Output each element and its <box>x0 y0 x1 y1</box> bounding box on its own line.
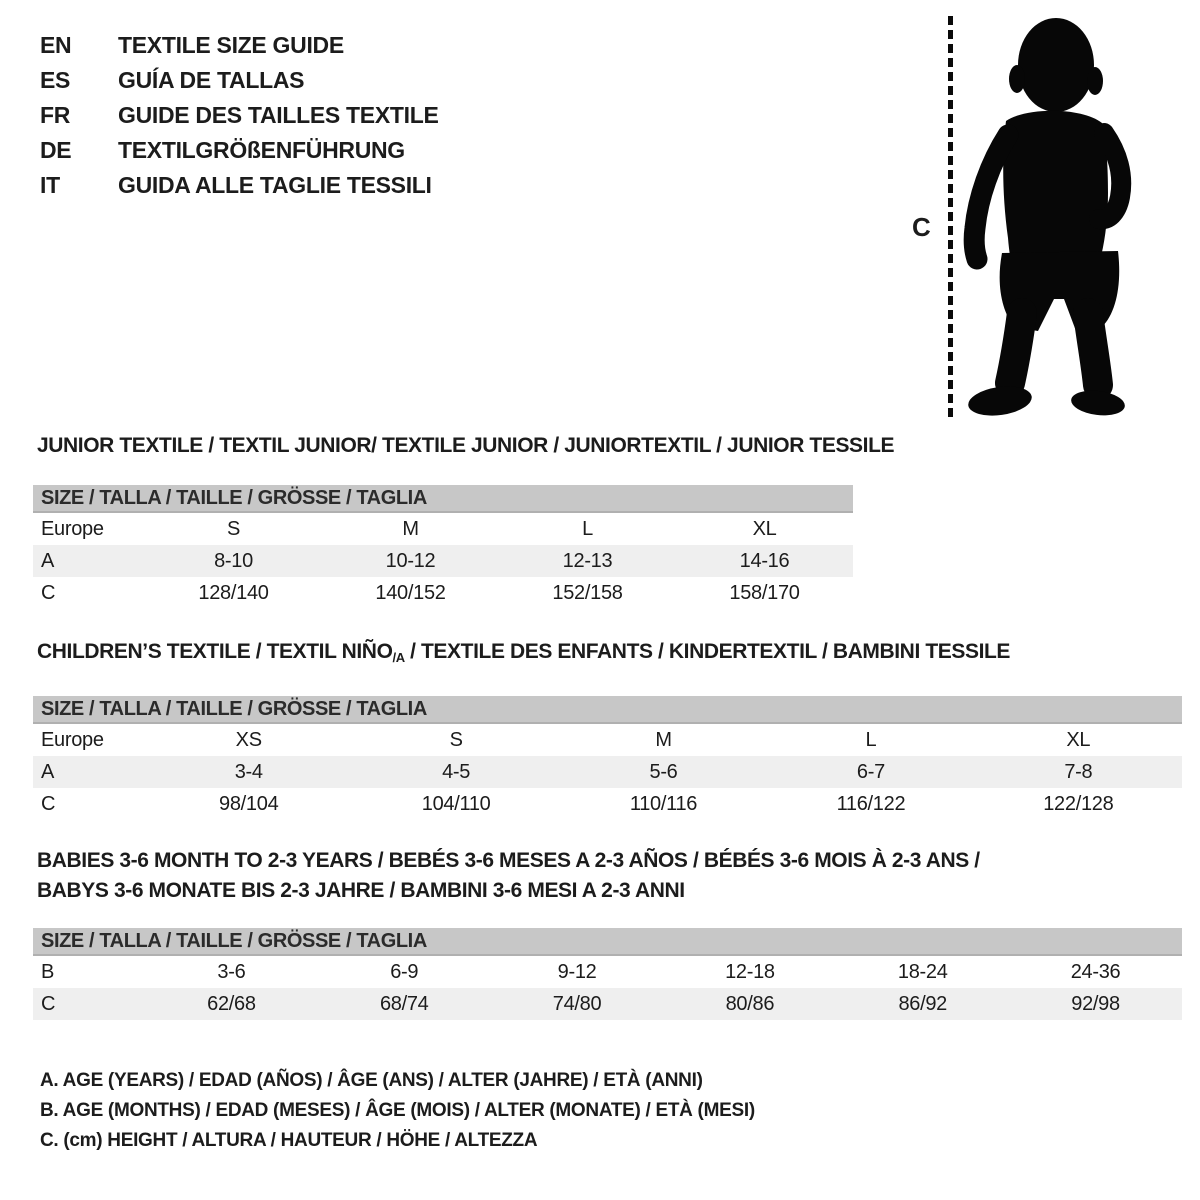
age-cell: 14-16 <box>739 550 790 572</box>
children-textile-section <box>33 640 1182 820</box>
age-cell: 6-9 <box>390 961 419 983</box>
age-cell: 12-13 <box>562 550 613 572</box>
language-code: ES <box>40 67 71 93</box>
babies-size-table <box>33 928 1182 1020</box>
height-cell: 92/98 <box>1071 993 1120 1015</box>
size-cell: M <box>402 518 419 540</box>
language-code: DE <box>40 137 72 163</box>
language-label: GUIDA ALLE TAGLIE TESSILI <box>118 172 432 198</box>
table-row-europe <box>33 513 853 545</box>
age-cell: 18-24 <box>897 961 948 983</box>
language-row-fr <box>40 98 439 133</box>
legend-line-b: B. AGE (MONTHS) / EDAD (MESES) / ÂGE (MOIS) / ALTER (MONATE) / ETÀ (MESI) <box>40 1100 755 1121</box>
language-label: TEXTILE SIZE GUIDE <box>118 32 344 58</box>
table-row-height <box>33 788 1182 820</box>
language-row-it <box>40 168 439 203</box>
row-label: C <box>41 993 56 1015</box>
size-cell: XL <box>752 518 777 540</box>
babies-section-heading <box>37 846 1182 906</box>
height-cell: 68/74 <box>379 993 429 1015</box>
age-cell: 12-18 <box>725 961 775 983</box>
height-cell: 128/140 <box>198 582 269 604</box>
legend-line-c: C. (cm) HEIGHT / ALTURA / HAUTEUR / HÖHE / ALTEZZA <box>40 1130 538 1151</box>
height-cell: 104/110 <box>421 793 491 815</box>
age-cell: 24-36 <box>1070 961 1121 983</box>
size-cell: M <box>655 729 672 751</box>
size-table-header: SIZE / TALLA / TAILLE / GRÖSSE / TAGLIA <box>33 485 853 513</box>
babies-textile-section <box>33 846 1182 1020</box>
language-label: GUÍA DE TALLAS <box>118 67 305 93</box>
junior-section-heading: JUNIOR TEXTILE / TEXTIL JUNIOR/ TEXTILE JUNIOR / JUNIORTEXTIL / JUNIOR TESSILE <box>37 434 895 457</box>
heading-subscript: /A <box>392 650 405 665</box>
language-code: EN <box>40 32 72 58</box>
row-label: C <box>41 793 56 815</box>
row-label: C <box>41 582 56 604</box>
age-cell: 5-6 <box>649 761 678 783</box>
row-label: A <box>41 761 55 783</box>
age-cell: 4-5 <box>442 761 471 783</box>
heading-text: / TEXTILE DES ENFANTS / KINDERTEXTIL / BAMBINI TESSILE <box>404 640 1011 663</box>
height-cell: 116/122 <box>836 793 906 815</box>
height-cell: 62/68 <box>207 993 256 1015</box>
junior-textile-section <box>33 434 895 609</box>
row-label: Europe <box>41 729 104 751</box>
size-cell: XL <box>1066 729 1091 751</box>
height-cell: 140/152 <box>375 582 446 604</box>
size-cell: XS <box>235 729 262 751</box>
size-cell: L <box>582 518 593 540</box>
age-cell: 9-12 <box>557 961 597 983</box>
height-cell: 80/86 <box>725 993 775 1015</box>
size-cell: S <box>449 729 463 751</box>
height-cell: 74/80 <box>552 993 602 1015</box>
junior-size-table <box>33 485 853 609</box>
language-label: TEXTILGRÖßENFÜHRUNG <box>118 137 405 163</box>
row-label: Europe <box>41 518 104 540</box>
heading-line-1: BABIES 3-6 MONTH TO 2-3 YEARS / BEBÉS 3-6 MESES A 2-3 AÑOS / BÉBÉS 3-6 MOIS À 2-3 ANS / <box>37 849 980 872</box>
row-label: B <box>41 961 55 983</box>
table-row-height <box>33 577 853 609</box>
legend <box>40 1066 755 1156</box>
language-list <box>40 28 439 203</box>
age-cell: 3-4 <box>234 761 263 783</box>
baby-silhouette-icon <box>962 13 1142 418</box>
height-cell: 152/158 <box>552 582 623 604</box>
height-cell: 158/170 <box>729 582 800 604</box>
table-row-age-months <box>33 956 1182 988</box>
table-row-age <box>33 545 853 577</box>
size-table-header: SIZE / TALLA / TAILLE / GRÖSSE / TAGLIA <box>33 696 1182 724</box>
row-label: A <box>41 550 55 572</box>
height-measure-label: C <box>912 212 931 242</box>
height-cell: 98/104 <box>219 793 279 815</box>
children-size-table <box>33 696 1182 820</box>
table-row-europe <box>33 724 1182 756</box>
height-figure <box>900 0 1200 430</box>
height-measure-dashed-line <box>948 16 953 418</box>
height-cell: 110/116 <box>629 793 698 815</box>
language-row-es <box>40 63 439 98</box>
size-cell: S <box>226 518 241 540</box>
age-cell: 7-8 <box>1064 761 1093 783</box>
heading-text: CHILDREN’S TEXTILE / TEXTIL NIÑO <box>37 640 393 663</box>
table-row-age <box>33 756 1182 788</box>
language-label: GUIDE DES TAILLES TEXTILE <box>118 102 439 128</box>
language-code: FR <box>40 102 71 128</box>
heading-line-2: BABYS 3-6 MONATE BIS 2-3 JAHRE / BAMBINI 3-6 MESI A 2-3 ANNI <box>37 879 685 902</box>
children-section-heading <box>37 640 1182 670</box>
height-cell: 122/128 <box>1043 793 1114 815</box>
language-code: IT <box>40 172 60 198</box>
size-cell: L <box>865 729 877 751</box>
language-row-en <box>40 28 439 63</box>
age-cell: 3-6 <box>217 961 246 983</box>
age-cell: 10-12 <box>385 550 436 572</box>
age-cell: 6-7 <box>856 761 885 783</box>
height-cell: 86/92 <box>898 993 947 1015</box>
legend-line-a: A. AGE (YEARS) / EDAD (AÑOS) / ÂGE (ANS) / ALTER (JAHRE) / ETÀ (ANNI) <box>40 1070 703 1091</box>
size-table-header: SIZE / TALLA / TAILLE / GRÖSSE / TAGLIA <box>33 928 1182 956</box>
age-cell: 8-10 <box>214 550 253 572</box>
language-row-de <box>40 133 439 168</box>
table-row-height <box>33 988 1182 1020</box>
